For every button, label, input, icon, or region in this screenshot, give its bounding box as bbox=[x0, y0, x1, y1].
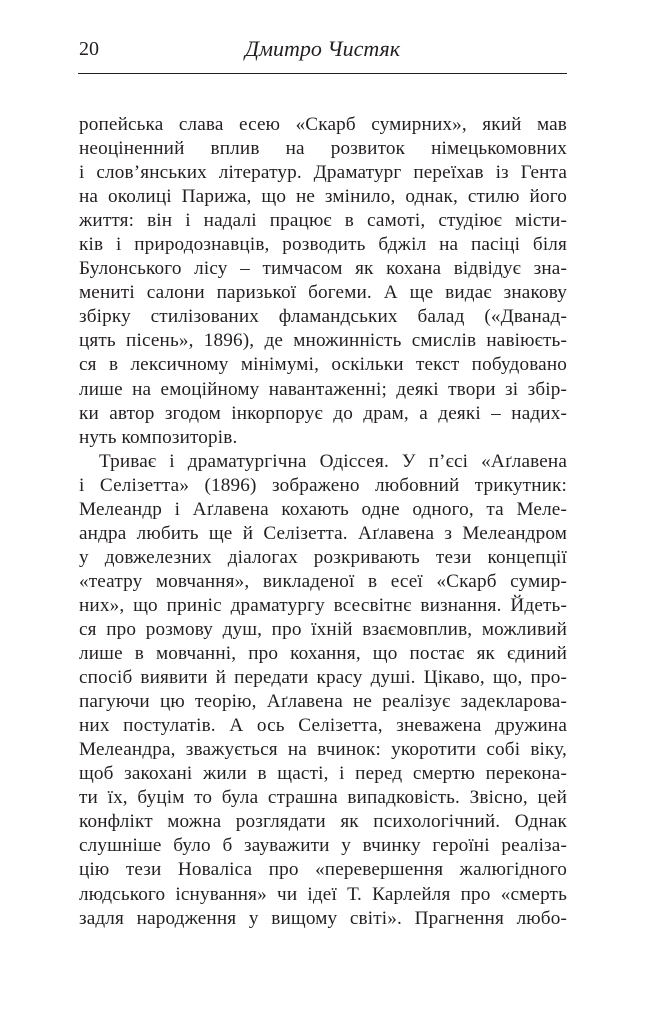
text-line: них постулатів. А ось Селізетта, зневажена дружина bbox=[79, 715, 567, 737]
text-line: неоціненний вплив на розвиток німецькомовних bbox=[79, 138, 567, 160]
text-line: ся про розмову душ, про їхній взаємовплив, можливий bbox=[79, 618, 567, 640]
text-line: Мелеандра, зважується на вчинок: укоротити собі віку, bbox=[79, 739, 567, 761]
text-line: задля народження у вищому світі». Прагнення любо- bbox=[79, 907, 567, 929]
text-line: Булонського лісу – тимчасом як кохана відвідує зна- bbox=[79, 258, 567, 280]
text-line: ків і природознавців, розводить бджіл на пасіці біля bbox=[79, 234, 567, 256]
running-header bbox=[78, 36, 567, 74]
text-line: збірку стилізованих фламандських балад («Дванад- bbox=[79, 306, 567, 328]
text-line: Мелеандр і Аґлавена кохають одне одного, та Меле- bbox=[79, 498, 567, 520]
text-line: ки автор згодом інкорпорує до драм, а деякі – надих- bbox=[79, 402, 567, 424]
text-line: «театру мовчання», викладеної в есеї «Скарб сумир- bbox=[79, 570, 567, 592]
text-line: життя: він і надалі працює в самоті, студіює місти- bbox=[79, 210, 567, 232]
text-line: ся в лексичному мінімумі, оскільки текст побудовано bbox=[79, 354, 567, 376]
body-text bbox=[79, 113, 567, 931]
page-number: 20 bbox=[79, 38, 99, 60]
text-line: слушніше було б зауважити у вчинку героїні реаліза- bbox=[79, 835, 567, 857]
text-line: пагуючи цю теорію, Аґлавена не реалізує задекларова- bbox=[79, 691, 567, 713]
running-title: Дмитро Чистяк bbox=[244, 36, 401, 61]
text-line: нуть композиторів. bbox=[79, 426, 238, 448]
text-line: щоб закохані жили в щасті, і перед смертю перекона- bbox=[79, 763, 567, 785]
text-line: ропейська слава есею «Скарб сумирних», який мав bbox=[79, 114, 567, 135]
text-line: і слов’янських літератур. Драматург переїхав із Гента bbox=[79, 162, 567, 184]
text-line: на околиці Парижа, що не змінило, однак, стилю його bbox=[79, 186, 567, 208]
text-line: лише на емоційному навантаженні; деякі твори зі збір- bbox=[79, 378, 567, 400]
text-line: андра любить ще й Селізетта. Аґлавена з Мелеандром bbox=[79, 522, 567, 544]
text-line: ти їх, буцім то була страшна випадковість. Звісно, цей bbox=[79, 787, 567, 809]
text-line: і Селізетта» (1896) зображено любовний трикутник: bbox=[79, 474, 567, 496]
text-line: людського існування» чи ідеї Т. Карлейля про «смерть bbox=[79, 883, 567, 905]
text-line: них», що приніс драматургу всесвітнє визнання. Йдеть- bbox=[79, 594, 567, 616]
text-line: спосіб виявити й передати красу душі. Цікаво, що, про- bbox=[79, 667, 567, 689]
text-line: цію тези Новаліса про «перевершення жалюгідного bbox=[79, 859, 567, 881]
text-line: лише в мовчанні, про кохання, що постає як єдиний bbox=[79, 643, 567, 665]
text-line: цять пісень», 1896), де множинність смислів навіюєть- bbox=[79, 330, 567, 352]
text-line: мениті салони паризької богеми. А ще видає знакову bbox=[79, 282, 567, 304]
text-line: Триває і драматургічна Одіссея. У п’єсі «Аґлавена bbox=[99, 450, 567, 472]
text-line: у довжелезних діалогах розкривають тези концепції bbox=[79, 546, 567, 568]
text-line: конфлікт можна розглядати як психологічний. Однак bbox=[79, 811, 567, 833]
